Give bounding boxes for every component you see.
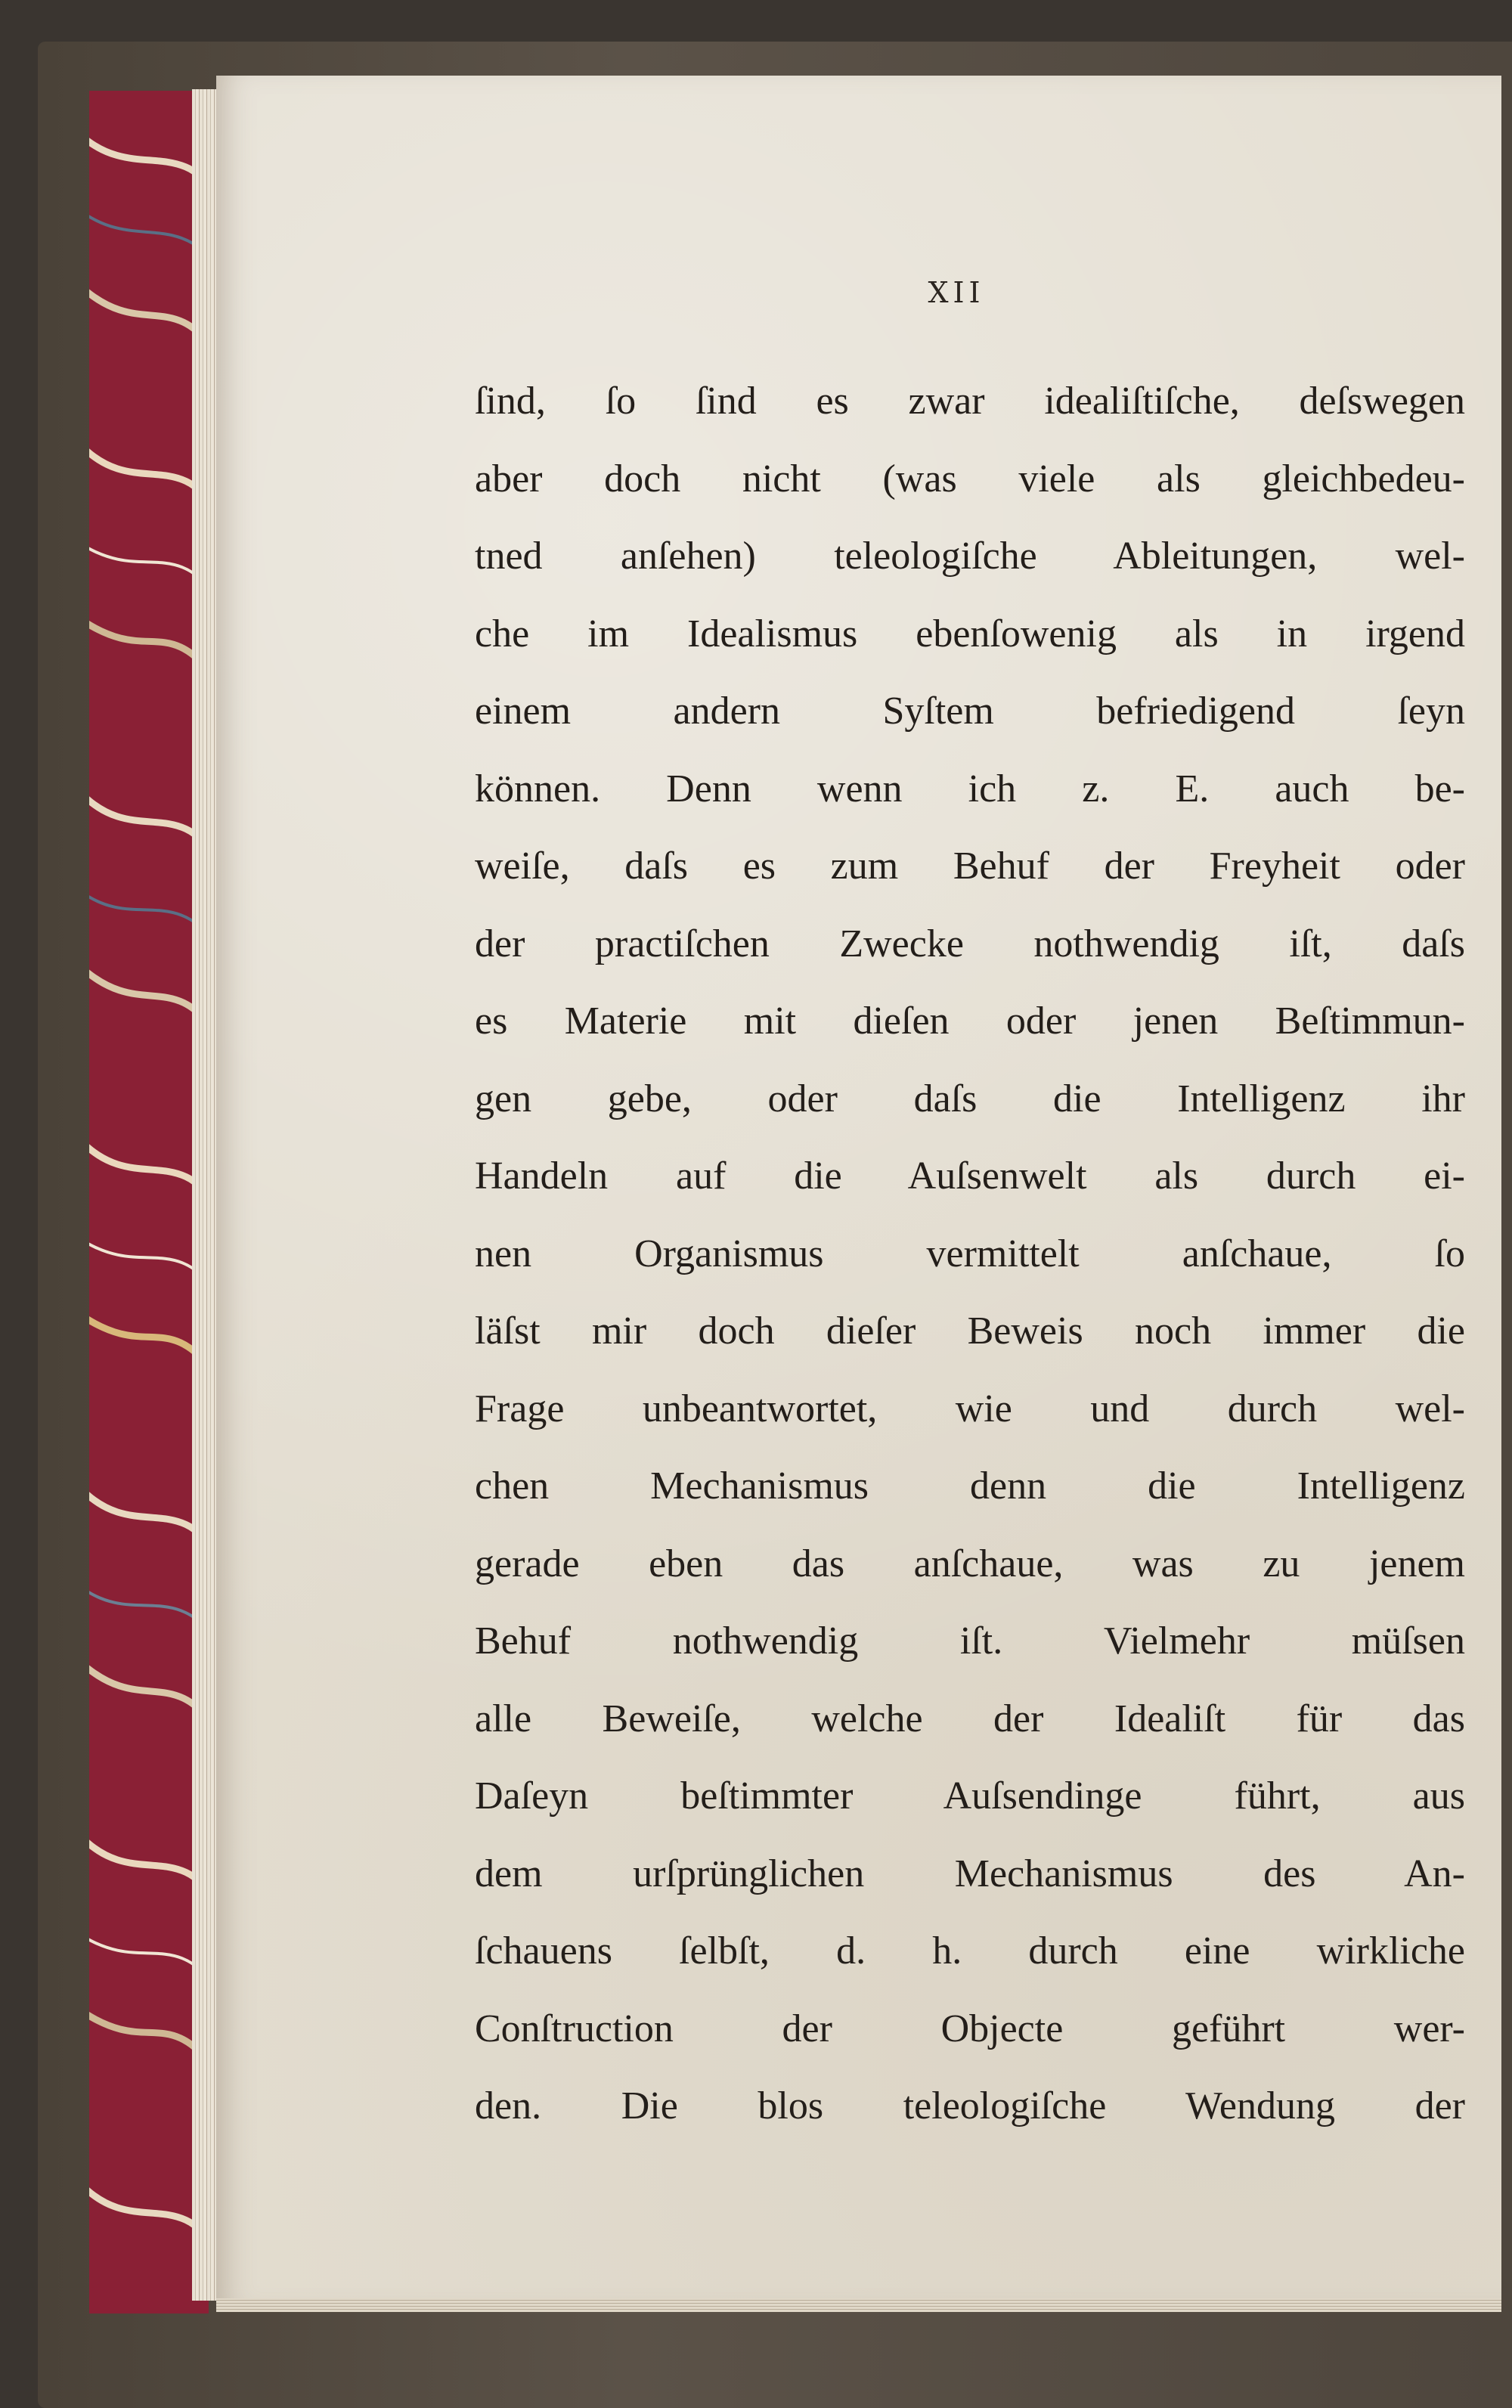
- text-line: den. Die blos teleologiſche Wendung der: [475, 2084, 1465, 2128]
- text-line: der practiſchen Zwecke nothwendig iſt, daſs: [475, 922, 1465, 965]
- text-line: Daſeyn beſtimmter Auſsendinge führt, aus: [475, 1774, 1465, 1818]
- text-line: es Materie mit dieſen oder jenen Beſtimmun-: [475, 999, 1465, 1043]
- text-line: aber doch nicht (was viele als gleichbedeu-: [475, 457, 1465, 501]
- text-line: Frage unbeantwortet, wie und durch wel-: [475, 1387, 1465, 1430]
- text-line: einem andern Syſtem befriedigend ſeyn: [475, 690, 1465, 733]
- text-line: ſind, ſo ſind es zwar idealiſtiſche, deſswegen: [475, 380, 1465, 423]
- text-line: alle Beweiſe, welche der Idealiſt für das: [475, 1697, 1465, 1740]
- body-text: [475, 363, 1465, 2146]
- text-line: Behuf nothwendig iſt. Vielmehr müſsen: [475, 1619, 1465, 1663]
- text-line: Handeln auf die Auſsenwelt als durch ei-: [475, 1154, 1465, 1198]
- text-line: läſst mir doch dieſer Beweis noch immer die: [475, 1309, 1465, 1353]
- marbled-endpaper: [89, 91, 209, 2313]
- text-line: dem urſprünglichen Mechanismus des An-: [475, 1852, 1465, 1895]
- text-line: chen Mechanismus denn die Intelligenz: [475, 1464, 1465, 1508]
- text-line: können. Denn wenn ich z. E. auch be-: [475, 767, 1465, 810]
- marble-pattern-icon: [89, 91, 209, 2313]
- text-line: gen gebe, oder daſs die Intelligenz ihr: [475, 1077, 1465, 1120]
- page-bottom-edge: [216, 2298, 1501, 2312]
- text-line: gerade eben das anſchaue, was zu jenem: [475, 1542, 1465, 1585]
- text-line: tned anſehen) teleologiſche Ableitungen, wel-: [475, 535, 1465, 578]
- page-number: XII: [928, 276, 985, 309]
- text-line: nen Organismus vermittelt anſchaue, ſo: [475, 1232, 1465, 1275]
- text-line: ſchauens ſelbſt, d. h. durch eine wirkliche: [475, 1929, 1465, 1973]
- text-line: weiſe, daſs es zum Behuf der Freyheit oder: [475, 845, 1465, 888]
- text-line: Conſtruction der Objecte geführt wer-: [475, 2007, 1465, 2050]
- text-line: che im Idealismus ebenſowenig als in irgend: [475, 612, 1465, 655]
